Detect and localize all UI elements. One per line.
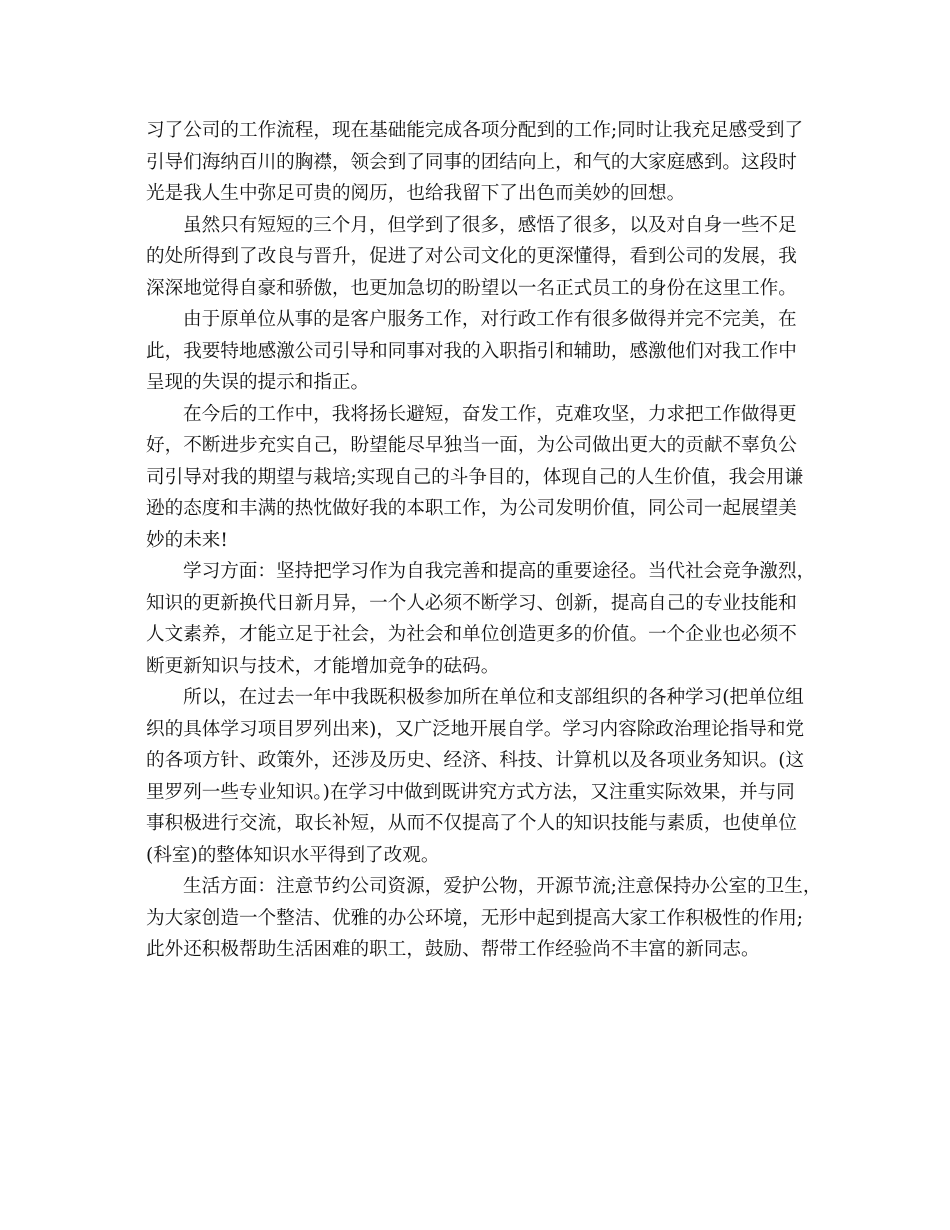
paragraph-line: 的处所得到了改良与晋升，促进了对公司文化的更深懂得，看到公司的发展，我 — [146, 246, 797, 267]
paragraph-line: 深深地觉得自豪和骄傲，也更加急切的盼望以一名正式员工的身份在这里工作。 — [146, 277, 797, 299]
paragraph-line: 好，不断进步充实自己，盼望能尽早独当一面，为公司做出更大的贡献不辜负公 — [146, 435, 797, 456]
paragraph-line: 引导们海纳百川的胸襟，领会到了同事的团结向上，和气的大家庭感到。这段时 — [146, 151, 797, 173]
paragraph-1 — [146, 115, 826, 210]
paragraph-line: 虽然只有短短的三个月，但学到了很多，感悟了很多，以及对自身一些不足 — [183, 214, 797, 236]
paragraph-line: 习了公司的工作流程，现在基础能完成各项分配到的工作;同时让我充足感受到了 — [146, 120, 804, 141]
paragraph-line: 为大家创造一个整洁、优雅的办公环境，无形中起到提高大家工作积极性的作用; — [146, 907, 804, 929]
paragraph-line: 此外还积极帮助生活困难的职工，鼓励、帮带工作经验尚不丰富的新同志。 — [146, 939, 760, 960]
paragraph-line: 妙的未来! — [146, 529, 228, 551]
document-body — [146, 115, 826, 966]
paragraph-line: 断更新知识与技术，才能增加竞争的砝码。 — [146, 655, 500, 677]
paragraph-line: 司引导对我的期望与栽培;实现自己的斗争目的，体现自己的人生价值，我会用谦 — [146, 466, 804, 488]
paragraph-line: 知识的更新换代日新月异，一个人必须不断学习、创新，提高自己的专业技能和 — [146, 592, 797, 614]
paragraph-2 — [146, 210, 826, 305]
paragraph-line: 呈现的失误的提示和指正。 — [146, 372, 370, 393]
paragraph-line: 由于原单位从事的是客户服务工作，对行政工作有很多做得并完不完美，在 — [183, 309, 797, 330]
paragraph-line: 逊的态度和丰满的热忱做好我的本职工作，为公司发明价值，同公司一起展望美 — [146, 498, 797, 519]
paragraph-line: 生活方面：注意节约公司资源，爱护公物，开源节流;注意保持办公室的卫生， — [183, 876, 822, 897]
paragraph-6 — [146, 682, 826, 871]
paragraph-line: 织的具体学习项目罗列出来)，又广泛地开展自学。学习内容除政治理论指导和党 — [146, 718, 805, 740]
paragraph-5 — [146, 556, 826, 682]
paragraph-line: 人文素养，才能立足于社会，为社会和单位创造更多的价值。一个企业也必须不 — [146, 624, 797, 645]
paragraph-line: 的各项方针、政策外，还涉及历史、经济、科技、计算机以及各项业务知识。(这 — [146, 750, 805, 771]
paragraph-line: 所以，在过去一年中我既积极参加所在单位和支部组织的各种学习(把单位组 — [183, 687, 804, 708]
paragraph-4 — [146, 399, 826, 557]
paragraph-line: 在今后的工作中，我将扬长避短，奋发工作，克难攻坚，力求把工作做得更 — [183, 403, 797, 425]
paragraph-7 — [146, 871, 826, 966]
paragraph-line: 里罗列一些专业知识。)在学习中做到既讲究方式方法，又注重实际效果，并与同 — [146, 781, 795, 803]
paragraph-line: (科室)的整体知识水平得到了改观。 — [146, 844, 440, 866]
paragraph-line: 此，我要特地感激公司引导和同事对我的入职指引和辅助，感激他们对我工作中 — [146, 340, 797, 362]
paragraph-line: 光是我人生中弥足可贵的阅历，也给我留下了出色而美妙的回想。 — [146, 183, 686, 204]
paragraph-line: 学习方面：坚持把学习作为自我完善和提高的重要途径。当代社会竞争激烈， — [183, 561, 816, 582]
paragraph-line: 事积极进行交流，取长补短，从而不仅提高了个人的知识技能与素质，也使单位 — [146, 813, 797, 834]
paragraph-3 — [146, 304, 826, 399]
